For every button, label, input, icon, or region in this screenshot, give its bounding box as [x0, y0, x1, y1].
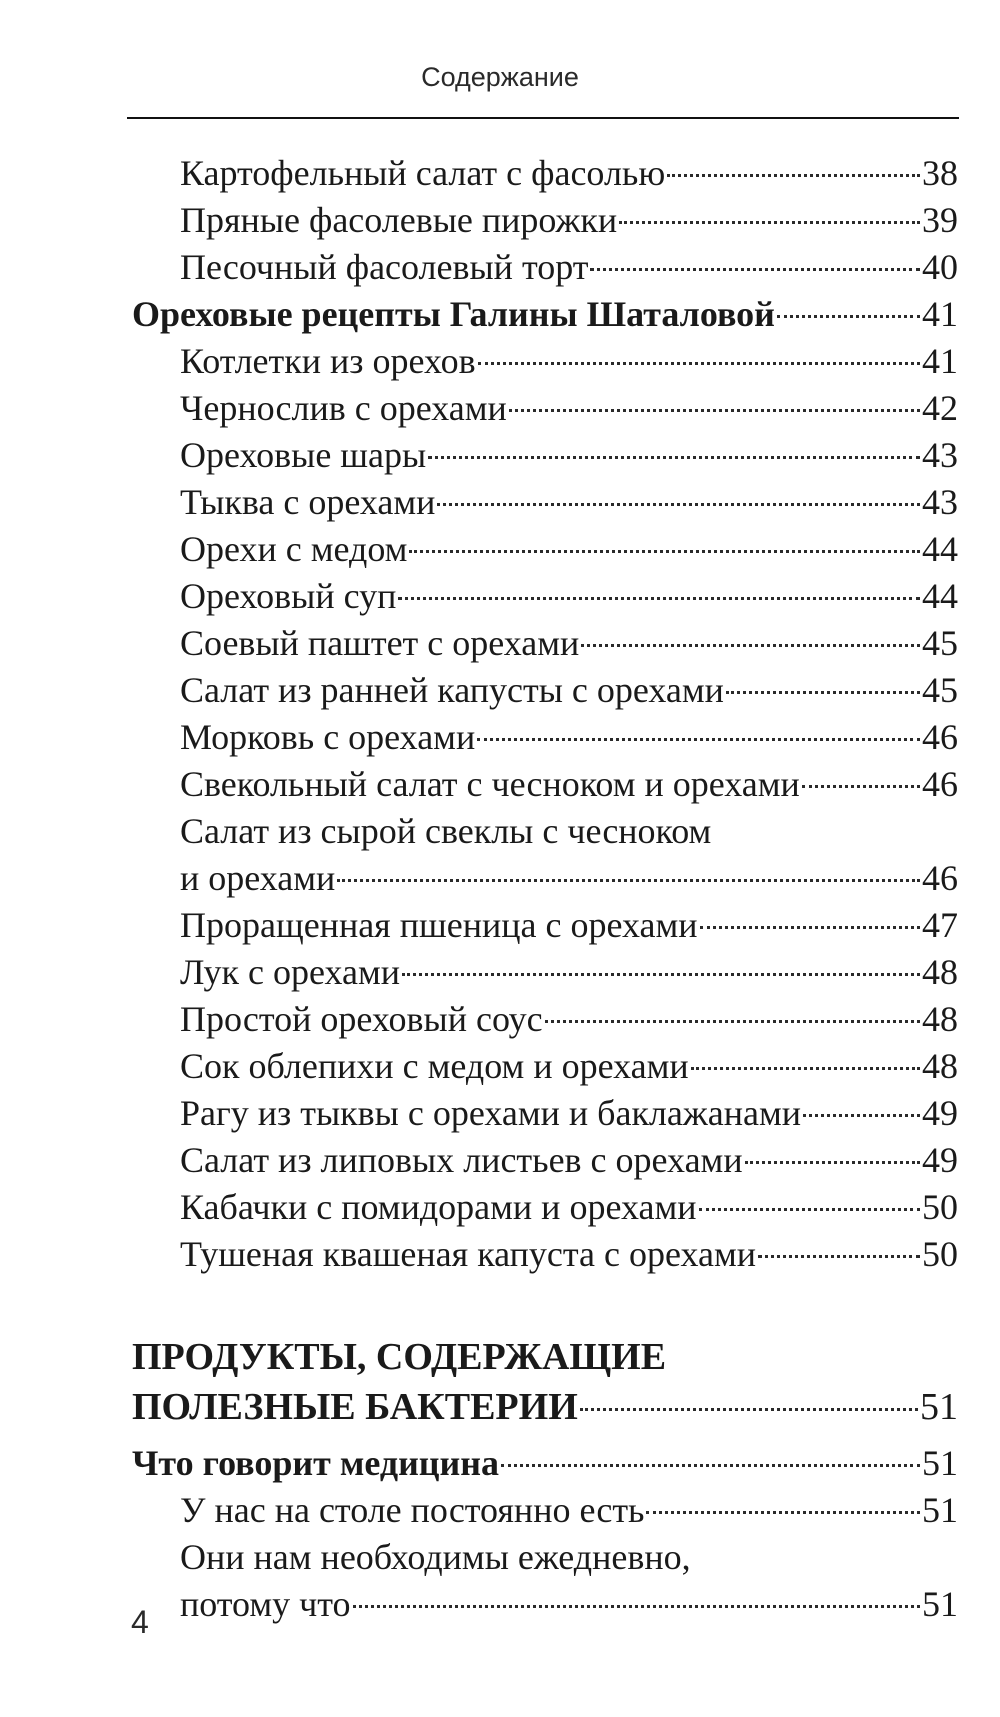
toc-page-number: 38	[922, 153, 958, 193]
toc-entry-title-line2: и орехами	[180, 858, 336, 898]
toc-page-number: 43	[922, 482, 958, 522]
toc-leader	[745, 1161, 920, 1164]
toc-group-beans	[132, 150, 958, 291]
toc-leader	[398, 597, 920, 600]
toc-leader	[699, 1208, 921, 1211]
toc-entry-title-line1: Салат из сырой свеклы с чесноком	[180, 811, 712, 851]
toc-leader	[700, 926, 920, 929]
toc-entry-title: Морковь с орехами	[180, 717, 476, 757]
toc-chapter-bacteria[interactable]	[132, 1332, 958, 1432]
toc-page-number: 42	[922, 388, 958, 428]
toc-entry[interactable]	[132, 526, 958, 573]
toc-section-title: Что говорит медицина	[132, 1443, 500, 1483]
toc-entry-title: Чернослив с орехами	[180, 388, 507, 428]
toc-page-number: 48	[922, 952, 958, 992]
toc-leader	[501, 1464, 920, 1467]
toc-leader	[726, 691, 920, 694]
toc-page-number: 48	[922, 1046, 958, 1086]
toc-leader	[619, 221, 920, 224]
toc-leader	[509, 409, 920, 412]
toc-leader	[337, 879, 920, 882]
toc-leader	[402, 973, 920, 976]
toc-entry-title: Салат из липовых листьев с орехами	[180, 1140, 743, 1180]
toc-entry-title: Картофельный салат с фасолью	[180, 153, 666, 193]
toc-page-number: 41	[922, 341, 958, 381]
toc-entry[interactable]	[132, 996, 958, 1043]
toc-entry-title: Лук с орехами	[180, 952, 401, 992]
toc-group-walnut	[132, 338, 958, 808]
toc-page-number: 50	[922, 1234, 958, 1274]
toc-page-number: 50	[922, 1187, 958, 1227]
toc-entry[interactable]	[132, 432, 958, 479]
toc-entry[interactable]	[132, 1231, 958, 1278]
toc-page-number: 47	[922, 905, 958, 945]
toc-entry-title: Котлетки из орехов	[180, 341, 476, 381]
toc-leader	[758, 1255, 920, 1258]
toc-leader	[545, 1020, 920, 1023]
toc-leader	[437, 503, 920, 506]
toc-entry[interactable]	[132, 1090, 958, 1137]
toc-entry[interactable]	[132, 1043, 958, 1090]
toc-entry-title-line2: потому что	[180, 1584, 351, 1624]
toc-entry[interactable]	[132, 667, 958, 714]
toc-entry[interactable]	[132, 949, 958, 996]
toc-page-number: 39	[922, 200, 958, 240]
toc-entry[interactable]	[132, 620, 958, 667]
toc-page-number: 49	[922, 1093, 958, 1133]
toc-entry-needed-daily[interactable]	[132, 1534, 958, 1628]
toc-entry-title: Пряные фасолевые пирожки	[180, 200, 618, 240]
toc-section-walnut-recipes[interactable]	[132, 291, 958, 338]
toc-leader	[667, 174, 920, 177]
toc-entry[interactable]	[132, 1137, 958, 1184]
toc-leader	[646, 1511, 920, 1514]
toc-leader	[477, 738, 920, 741]
toc-entry-title: Салат из ранней капусты с орехами	[180, 670, 724, 710]
toc-entry-title: Тыква с орехами	[180, 482, 436, 522]
toc-page-number: 46	[922, 764, 958, 804]
toc-entry-title: Свекольный салат с чесноком и орехами	[180, 764, 800, 804]
toc-section-medicine[interactable]	[132, 1440, 958, 1487]
toc-entry-title-line1: Они нам необходимы ежедневно,	[180, 1537, 691, 1577]
toc-leader	[580, 1408, 918, 1411]
toc-page-number: 41	[922, 294, 958, 334]
toc-entry[interactable]	[132, 150, 958, 197]
toc-leader	[409, 550, 920, 553]
toc-leader	[428, 456, 920, 459]
toc-page-number: 49	[922, 1140, 958, 1180]
toc-entry-title: Тушеная квашеная капуста с орехами	[180, 1234, 757, 1274]
toc-entry-title: Рагу из тыквы с орехами и баклажанами	[180, 1093, 802, 1133]
toc-page-number: 51	[922, 1584, 958, 1624]
toc-entry-title: Ореховый суп	[180, 576, 397, 616]
toc-page-number: 44	[922, 529, 958, 569]
toc-page-number: 51	[920, 1386, 958, 1428]
toc-entry[interactable]	[132, 573, 958, 620]
toc-entry[interactable]	[132, 338, 958, 385]
toc-page-number: 43	[922, 435, 958, 475]
toc-group-walnut-2	[132, 902, 958, 1278]
toc-entry[interactable]	[132, 244, 958, 291]
page-number: 4	[131, 1604, 149, 1640]
toc-page-number: 46	[922, 858, 958, 898]
toc-leader	[478, 362, 920, 365]
toc-page-number: 44	[922, 576, 958, 616]
toc-page-number: 46	[922, 717, 958, 757]
toc-page-number: 40	[922, 247, 958, 287]
toc-page-number: 45	[922, 623, 958, 663]
running-header: Содержание	[421, 62, 579, 92]
toc-page-number: 51	[922, 1443, 958, 1483]
toc-entry-title: Простой ореховый соус	[180, 999, 543, 1039]
toc-page-number: 45	[922, 670, 958, 710]
header-rule	[127, 117, 959, 119]
toc-entry-title: Ореховые шары	[180, 435, 427, 475]
toc-leader	[581, 644, 920, 647]
toc-entry[interactable]	[132, 1487, 958, 1534]
toc-chapter-title-line1: ПРОДУКТЫ, СОДЕРЖАЩИЕ	[132, 1336, 667, 1378]
toc-entry[interactable]	[132, 714, 958, 761]
toc-page-number: 48	[922, 999, 958, 1039]
toc-page-number: 51	[922, 1490, 958, 1530]
toc-entry-title: Сок облепихи с медом и орехами	[180, 1046, 689, 1086]
toc-entry-raw-beet-salad[interactable]	[132, 808, 958, 902]
toc-chapter-title-line2: ПОЛЕЗНЫЕ БАКТЕРИИ	[132, 1386, 578, 1428]
toc-entry[interactable]	[132, 761, 958, 808]
toc-entry-title: Орехи с медом	[180, 529, 408, 569]
toc-entry[interactable]	[132, 1184, 958, 1231]
toc-entry[interactable]	[132, 479, 958, 526]
toc-section-title: Ореховые рецепты Галины Шаталовой	[132, 294, 775, 334]
toc-entry-title: Проращенная пшеница с орехами	[180, 905, 698, 945]
toc-leader	[803, 1114, 920, 1117]
toc-group-medicine	[132, 1487, 958, 1534]
toc-entry[interactable]	[132, 197, 958, 244]
toc-leader	[802, 785, 920, 788]
toc-entry-title: Песочный фасолевый торт	[180, 247, 589, 287]
toc-leader	[353, 1605, 920, 1608]
toc-entry-title: У нас на столе постоянно есть	[180, 1490, 645, 1530]
toc-entry-title: Соевый паштет с орехами	[180, 623, 580, 663]
toc-leader	[691, 1067, 920, 1070]
toc-entry-title: Кабачки с помидорами и орехами	[180, 1187, 697, 1227]
toc-leader	[777, 315, 920, 318]
toc-leader	[590, 268, 920, 271]
toc-entry[interactable]	[132, 385, 958, 432]
table-of-contents	[132, 150, 958, 1628]
toc-entry[interactable]	[132, 902, 958, 949]
